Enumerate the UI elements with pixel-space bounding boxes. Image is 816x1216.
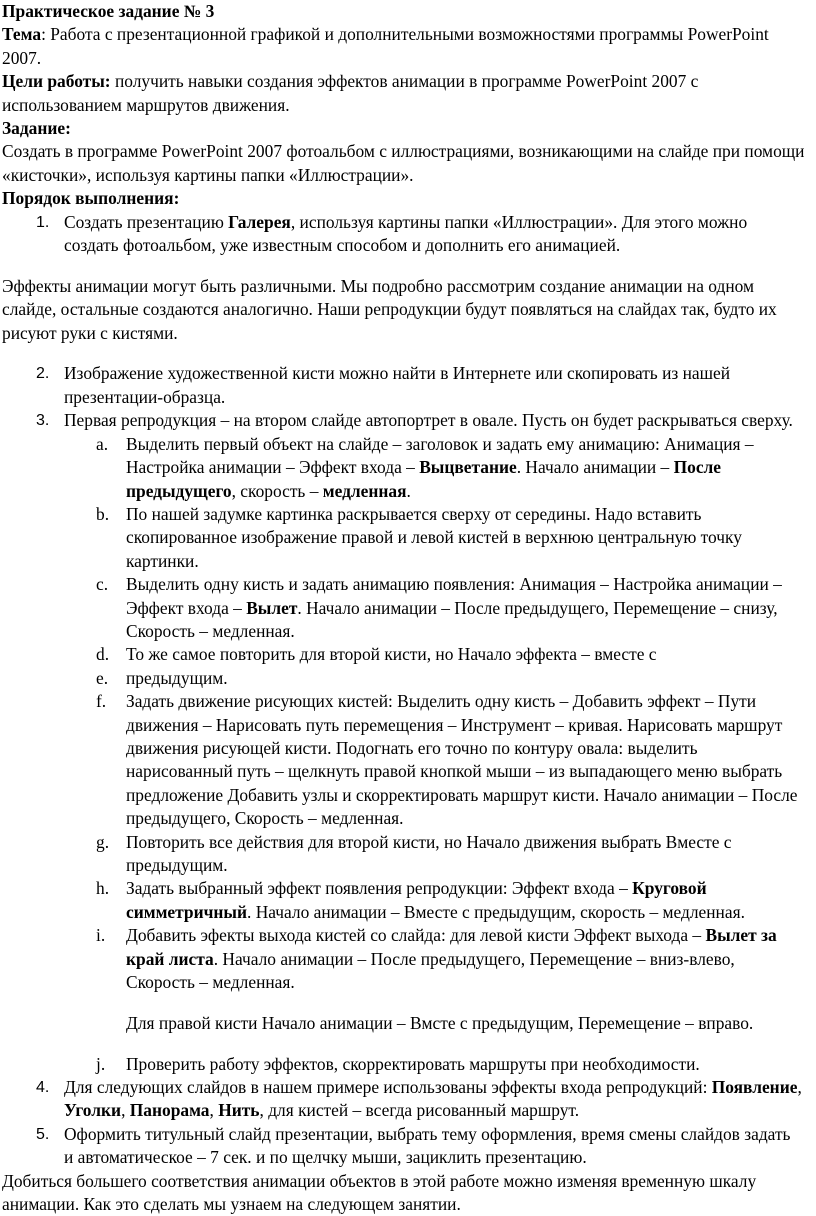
step-text: Для следующих слайдов в нашем примере использованы эффекты входа репродукций: (64, 1077, 712, 1098)
substep-letter: b. (96, 503, 110, 524)
substep-text: . Начало анимации – После предыдущего, Перемещение – снизу, Скорость – медленная. (126, 597, 778, 641)
step-number: 4. (36, 1079, 50, 1097)
substep-text: Задать движение рисующих кистей: Выделить одну кисть – Добавить эффект – Пути движения – Нарисовать путь перемещения – Инструмент – кривая. Нарисовать маршрут движения рисующей кисти. Подогнать его точно по контуру овала: выделить нарисованный путь – щелкнуть правой кнопкой мыши – из выпадающего меню выбрать предложение Добавить узлы и скорректировать маршрут кисти. Начало анимации – После предыдущего, Скорость – медленная. (126, 691, 798, 829)
substep-bold: После предыдущего (126, 457, 722, 501)
substep-d (0, 643, 812, 666)
substep-i-continuation: Для правой кисти Начало анимации – Вмсте с предыдущим, Перемещение – вправо. (126, 1012, 754, 1033)
step-text: , для кистей – всегда рисованный маршрут. (259, 1100, 580, 1121)
topic-label: Тема (2, 24, 42, 45)
step-text: , (797, 1077, 802, 1098)
step-number: 3. (36, 412, 50, 430)
substep-letter: j. (96, 1053, 106, 1074)
step-text: Оформить титульный слайд презентации, выбрать тему оформления, время смены слайдов задать и автоматическое – 7 сек. и по щелчку мыши, зациклить презентацию. (64, 1123, 791, 1168)
substep-text: Выделить первый объект на слайде – заголовок и задать ему анимацию: Анимация – Настройка анимации – Эффект входа – (126, 433, 754, 478)
step-1 (0, 211, 812, 258)
order-label: Порядок выполнения: (2, 188, 180, 209)
step-text: Создать презентацию (64, 211, 229, 232)
substep-letter: i. (96, 925, 106, 946)
substep-g (0, 831, 812, 878)
substep-letter: g. (96, 831, 110, 852)
substep-bold: Круговой симметричный (126, 878, 707, 922)
step-text: , используя картины папки «Иллюстрации». Для этого можно создать фотоальбом, уже известным способом и дополнить его анимацией. (64, 211, 748, 256)
step-number: 1. (36, 213, 50, 231)
step-number: 5. (36, 1125, 50, 1143)
substep-bold: Вылет (246, 597, 298, 618)
substep-text: То же самое повторить для второй кисти, но Начало эффекта – вместе с (126, 644, 657, 665)
substep-letter: h. (96, 878, 110, 899)
substep-bold: Выцветание (419, 457, 517, 478)
substep-text: , скорость – (231, 480, 323, 501)
step-3 (0, 409, 812, 432)
substep-letter: a. (96, 433, 109, 454)
substep-h (0, 877, 812, 924)
step-5 (0, 1123, 812, 1170)
step-bold: Уголки (64, 1100, 122, 1121)
step-text: Первая репродукция – на втором слайде автопортрет в овале. Пусть он будет раскрываться сверху. (64, 410, 793, 431)
step-text: , (209, 1100, 219, 1121)
substep-b (0, 503, 812, 573)
substep-text: . Начало анимации – После предыдущего, Перемещение – вниз-влево, Скорость – медленная. (126, 948, 735, 993)
substep-text: Выделить одну кисть и задать анимацию появления: Анимация – Настройка анимации – Эффект входа – (126, 574, 782, 618)
topic-text: : Работа с презентационной графикой и дополнительными возможностями программы PowerPoint 2007. (2, 24, 769, 68)
substep-text: Повторить все действия для второй кисти, но Начало движения выбрать Вместе с предыдущим. (126, 831, 732, 875)
substep-letter: c. (96, 574, 109, 595)
goal-text: получить навыки создания эффектов анимации в программе PowerPoint 2007 с использованием маршрутов движения. (2, 71, 699, 115)
substep-bold: Вылет за край листа (126, 925, 777, 969)
substep-i (0, 924, 812, 994)
step-bold: Нить (218, 1100, 260, 1121)
substep-text: . Начало анимации – Вместе с предыдущим, скорость – медленная. (247, 901, 745, 922)
substep-letter: f. (96, 691, 107, 712)
substep-text: Добавить эфекты выхода кистей со слайда: для левой кисти Эффект выхода – (126, 925, 706, 946)
step-bold: Галерея (228, 211, 291, 232)
substep-e (0, 667, 812, 690)
substep-text: Задать выбранный эффект появления репродукции: Эффект входа – (126, 878, 633, 899)
topic-paragraph (0, 23, 812, 70)
substep-letter: e. (96, 667, 109, 688)
goal-paragraph (0, 70, 812, 117)
step-bold: Появление (711, 1077, 798, 1098)
substep-a (0, 433, 812, 503)
substep-f (0, 690, 812, 830)
step-1-continuation: Эффекты анимации могут быть различными. Мы подробно рассмотрим создание анимации на одном слайде, остальные создаются аналогично. Наши репродукции будут появляться на слайдах так, будто их рисуют руки с кистями. (2, 275, 777, 343)
document-title: Практическое задание № 3 (2, 1, 215, 21)
step-2 (0, 362, 812, 409)
substep-bold: медленная (322, 480, 407, 501)
substep-text: . (406, 480, 411, 501)
substep-c (0, 573, 812, 643)
substep-j (0, 1053, 812, 1076)
step-number: 2. (36, 365, 50, 383)
closing-paragraph: Добиться большего соответствия анимации объектов в этой работе можно изменяя временную шкалу анимации. Как это сделать мы узнаем на следующем занятии. (2, 1170, 757, 1215)
step-bold: Панорама (129, 1100, 210, 1121)
step-4 (0, 1076, 812, 1123)
step-text: , (121, 1100, 130, 1121)
substep-letter: d. (96, 644, 110, 665)
substep-text: . Начало анимации – (516, 457, 674, 478)
goal-label: Цели работы: (2, 71, 111, 92)
substep-text: Проверить работу эффектов, скорректировать маршруты при необходимости. (126, 1053, 700, 1074)
step-text: Изображение художественной кисти можно найти в Интернете или скопировать из нашей презентации-образца. (64, 363, 731, 407)
task-text: Создать в программе PowerPoint 2007 фотоальбом с иллюстрациями, возникающими на слайде при помощи «кисточки», используя картины папки «Иллюстрации». (2, 141, 805, 185)
substep-text: По нашей задумке картинка раскрывается сверху от середины. Надо вставить скопированное изображение правой и левой кистей в верхнюю центральную точку картинки. (126, 503, 742, 571)
task-label: Задание: (2, 118, 71, 139)
substep-text: предыдущим. (126, 667, 228, 688)
